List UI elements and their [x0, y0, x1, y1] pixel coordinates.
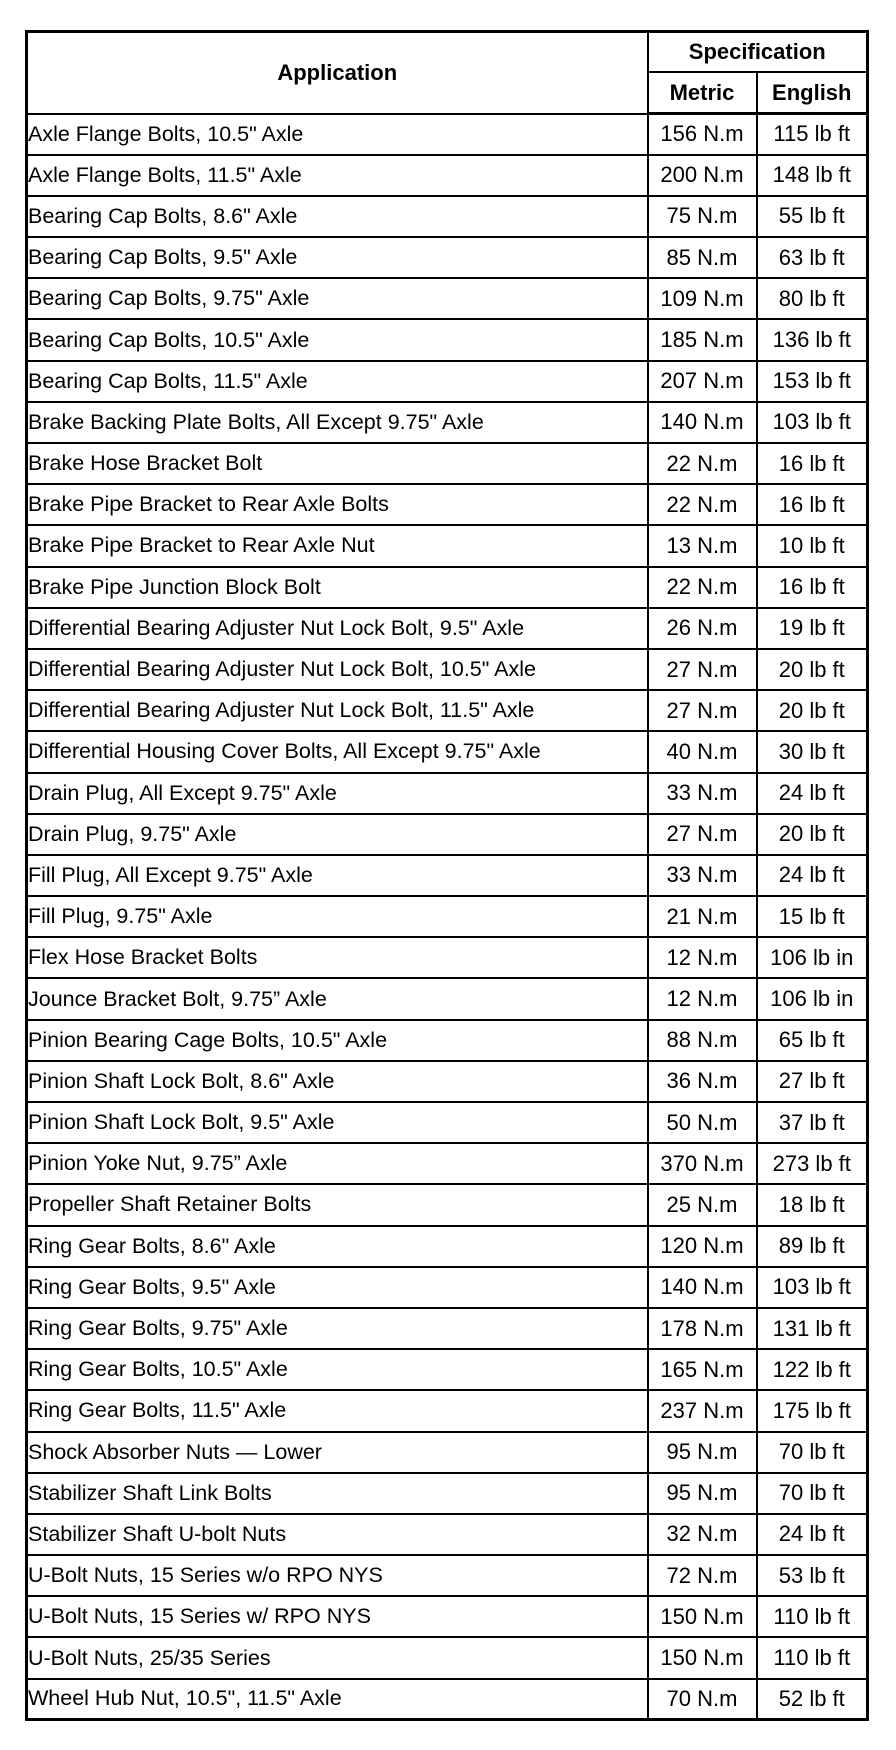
english-value-cell: 52 lb ft: [757, 1679, 868, 1720]
english-value-cell: 24 lb ft: [757, 855, 868, 896]
application-cell: U-Bolt Nuts, 15 Series w/ RPO NYS: [27, 1596, 648, 1637]
metric-value-cell: 36 N.m: [648, 1061, 757, 1102]
table-row: [27, 1349, 868, 1390]
english-value-cell: 24 lb ft: [757, 1514, 868, 1555]
english-value-cell: 89 lb ft: [757, 1226, 868, 1267]
metric-value-cell: 12 N.m: [648, 978, 757, 1019]
specification-column-header: Specification: [648, 32, 868, 73]
metric-value-cell: 25 N.m: [648, 1184, 757, 1225]
table-row: [27, 567, 868, 608]
table-row: [27, 361, 868, 402]
english-value-cell: 15 lb ft: [757, 896, 868, 937]
application-cell: Ring Gear Bolts, 10.5" Axle: [27, 1349, 648, 1390]
table-row: [27, 978, 868, 1019]
metric-column-header: Metric: [648, 72, 757, 114]
table-row: [27, 1596, 868, 1637]
metric-value-cell: 40 N.m: [648, 731, 757, 772]
metric-value-cell: 26 N.m: [648, 608, 757, 649]
application-cell: U-Bolt Nuts, 15 Series w/o RPO NYS: [27, 1555, 648, 1596]
table-row: [27, 1226, 868, 1267]
application-cell: Stabilizer Shaft Link Bolts: [27, 1473, 648, 1514]
english-value-cell: 20 lb ft: [757, 649, 868, 690]
application-cell: Differential Bearing Adjuster Nut Lock Bolt, 9.5" Axle: [27, 608, 648, 649]
english-value-cell: 153 lb ft: [757, 361, 868, 402]
english-value-cell: 103 lb ft: [757, 1267, 868, 1308]
application-cell: Differential Bearing Adjuster Nut Lock Bolt, 11.5" Axle: [27, 690, 648, 731]
metric-value-cell: 13 N.m: [648, 525, 757, 566]
application-cell: Pinion Shaft Lock Bolt, 8.6" Axle: [27, 1061, 648, 1102]
metric-value-cell: 12 N.m: [648, 937, 757, 978]
english-value-cell: 30 lb ft: [757, 731, 868, 772]
metric-value-cell: 27 N.m: [648, 814, 757, 855]
metric-value-cell: 156 N.m: [648, 114, 757, 155]
application-cell: Ring Gear Bolts, 9.75" Axle: [27, 1308, 648, 1349]
metric-value-cell: 150 N.m: [648, 1637, 757, 1678]
metric-value-cell: 370 N.m: [648, 1143, 757, 1184]
table-row: [27, 1514, 868, 1555]
english-value-cell: 65 lb ft: [757, 1020, 868, 1061]
application-cell: Brake Hose Bracket Bolt: [27, 443, 648, 484]
table-row: [27, 1555, 868, 1596]
metric-value-cell: 22 N.m: [648, 567, 757, 608]
metric-value-cell: 150 N.m: [648, 1596, 757, 1637]
application-cell: Drain Plug, All Except 9.75" Axle: [27, 773, 648, 814]
english-value-cell: 20 lb ft: [757, 814, 868, 855]
metric-value-cell: 140 N.m: [648, 402, 757, 443]
table-row: [27, 1184, 868, 1225]
metric-value-cell: 165 N.m: [648, 1349, 757, 1390]
english-value-cell: 110 lb ft: [757, 1596, 868, 1637]
table-row: [27, 937, 868, 978]
application-cell: Brake Pipe Bracket to Rear Axle Bolts: [27, 484, 648, 525]
application-cell: Ring Gear Bolts, 11.5" Axle: [27, 1390, 648, 1431]
metric-value-cell: 88 N.m: [648, 1020, 757, 1061]
table-row: [27, 690, 868, 731]
english-column-header: English: [757, 72, 868, 114]
metric-value-cell: 140 N.m: [648, 1267, 757, 1308]
application-cell: Jounce Bracket Bolt, 9.75” Axle: [27, 978, 648, 1019]
application-cell: Wheel Hub Nut, 10.5", 11.5" Axle: [27, 1679, 648, 1720]
metric-value-cell: 72 N.m: [648, 1555, 757, 1596]
english-value-cell: 115 lb ft: [757, 114, 868, 155]
metric-value-cell: 178 N.m: [648, 1308, 757, 1349]
english-value-cell: 16 lb ft: [757, 484, 868, 525]
english-value-cell: 103 lb ft: [757, 402, 868, 443]
application-cell: Differential Housing Cover Bolts, All Except 9.75" Axle: [27, 731, 648, 772]
table-row: [27, 237, 868, 278]
application-cell: Ring Gear Bolts, 9.5" Axle: [27, 1267, 648, 1308]
table-row: [27, 1432, 868, 1473]
metric-value-cell: 33 N.m: [648, 855, 757, 896]
table-row: [27, 896, 868, 937]
table-row: [27, 525, 868, 566]
table-row: [27, 319, 868, 360]
application-cell: Ring Gear Bolts, 8.6" Axle: [27, 1226, 648, 1267]
metric-value-cell: 109 N.m: [648, 278, 757, 319]
metric-value-cell: 22 N.m: [648, 484, 757, 525]
english-value-cell: 63 lb ft: [757, 237, 868, 278]
table-row: [27, 1020, 868, 1061]
english-value-cell: 70 lb ft: [757, 1473, 868, 1514]
application-cell: Fill Plug, All Except 9.75" Axle: [27, 855, 648, 896]
metric-value-cell: 200 N.m: [648, 155, 757, 196]
metric-value-cell: 21 N.m: [648, 896, 757, 937]
table-row: [27, 608, 868, 649]
application-cell: Shock Absorber Nuts — Lower: [27, 1432, 648, 1473]
application-cell: Bearing Cap Bolts, 10.5" Axle: [27, 319, 648, 360]
table-row: [27, 1637, 868, 1678]
table-row: [27, 814, 868, 855]
english-value-cell: 18 lb ft: [757, 1184, 868, 1225]
table-row: [27, 1143, 868, 1184]
table-body: [27, 114, 868, 1720]
metric-value-cell: 27 N.m: [648, 649, 757, 690]
application-cell: Axle Flange Bolts, 10.5" Axle: [27, 114, 648, 155]
english-value-cell: 131 lb ft: [757, 1308, 868, 1349]
english-value-cell: 24 lb ft: [757, 773, 868, 814]
english-value-cell: 16 lb ft: [757, 567, 868, 608]
english-value-cell: 53 lb ft: [757, 1555, 868, 1596]
application-cell: Pinion Yoke Nut, 9.75” Axle: [27, 1143, 648, 1184]
application-cell: Drain Plug, 9.75" Axle: [27, 814, 648, 855]
table-row: [27, 443, 868, 484]
table-row: [27, 402, 868, 443]
application-cell: Bearing Cap Bolts, 8.6" Axle: [27, 196, 648, 237]
english-value-cell: 37 lb ft: [757, 1102, 868, 1143]
application-cell: Differential Bearing Adjuster Nut Lock Bolt, 10.5" Axle: [27, 649, 648, 690]
table-row: [27, 278, 868, 319]
table-row: [27, 731, 868, 772]
english-value-cell: 70 lb ft: [757, 1432, 868, 1473]
table-row: [27, 649, 868, 690]
english-value-cell: 106 lb in: [757, 937, 868, 978]
application-column-header: Application: [27, 32, 648, 114]
metric-value-cell: 95 N.m: [648, 1432, 757, 1473]
metric-value-cell: 185 N.m: [648, 319, 757, 360]
metric-value-cell: 33 N.m: [648, 773, 757, 814]
application-cell: Stabilizer Shaft U-bolt Nuts: [27, 1514, 648, 1555]
english-value-cell: 55 lb ft: [757, 196, 868, 237]
metric-value-cell: 32 N.m: [648, 1514, 757, 1555]
torque-spec-table: [25, 30, 869, 1721]
application-cell: Fill Plug, 9.75" Axle: [27, 896, 648, 937]
table-row: [27, 1061, 868, 1102]
english-value-cell: 110 lb ft: [757, 1637, 868, 1678]
metric-value-cell: 22 N.m: [648, 443, 757, 484]
english-value-cell: 273 lb ft: [757, 1143, 868, 1184]
metric-value-cell: 120 N.m: [648, 1226, 757, 1267]
english-value-cell: 80 lb ft: [757, 278, 868, 319]
table-row: [27, 484, 868, 525]
application-cell: U-Bolt Nuts, 25/35 Series: [27, 1637, 648, 1678]
application-cell: Pinion Bearing Cage Bolts, 10.5" Axle: [27, 1020, 648, 1061]
metric-value-cell: 207 N.m: [648, 361, 757, 402]
application-cell: Propeller Shaft Retainer Bolts: [27, 1184, 648, 1225]
table-row: [27, 855, 868, 896]
table-row: [27, 1102, 868, 1143]
metric-value-cell: 27 N.m: [648, 690, 757, 731]
english-value-cell: 10 lb ft: [757, 525, 868, 566]
english-value-cell: 175 lb ft: [757, 1390, 868, 1431]
english-value-cell: 148 lb ft: [757, 155, 868, 196]
english-value-cell: 122 lb ft: [757, 1349, 868, 1390]
header-row-top: [27, 32, 868, 73]
application-cell: Axle Flange Bolts, 11.5" Axle: [27, 155, 648, 196]
metric-value-cell: 95 N.m: [648, 1473, 757, 1514]
table-row: [27, 155, 868, 196]
metric-value-cell: 85 N.m: [648, 237, 757, 278]
english-value-cell: 19 lb ft: [757, 608, 868, 649]
metric-value-cell: 75 N.m: [648, 196, 757, 237]
table-row: [27, 114, 868, 155]
application-cell: Brake Backing Plate Bolts, All Except 9.75" Axle: [27, 402, 648, 443]
table-row: [27, 1679, 868, 1720]
application-cell: Brake Pipe Junction Block Bolt: [27, 567, 648, 608]
application-cell: Bearing Cap Bolts, 9.5" Axle: [27, 237, 648, 278]
table-row: [27, 1473, 868, 1514]
metric-value-cell: 237 N.m: [648, 1390, 757, 1431]
metric-value-cell: 70 N.m: [648, 1679, 757, 1720]
table-header: [27, 32, 868, 114]
application-cell: Bearing Cap Bolts, 11.5" Axle: [27, 361, 648, 402]
metric-value-cell: 50 N.m: [648, 1102, 757, 1143]
application-cell: Flex Hose Bracket Bolts: [27, 937, 648, 978]
table-row: [27, 1390, 868, 1431]
english-value-cell: 16 lb ft: [757, 443, 868, 484]
table-row: [27, 1308, 868, 1349]
application-cell: Pinion Shaft Lock Bolt, 9.5" Axle: [27, 1102, 648, 1143]
table-row: [27, 1267, 868, 1308]
english-value-cell: 20 lb ft: [757, 690, 868, 731]
table-row: [27, 773, 868, 814]
application-cell: Brake Pipe Bracket to Rear Axle Nut: [27, 525, 648, 566]
table-row: [27, 196, 868, 237]
application-cell: Bearing Cap Bolts, 9.75" Axle: [27, 278, 648, 319]
english-value-cell: 106 lb in: [757, 978, 868, 1019]
english-value-cell: 27 lb ft: [757, 1061, 868, 1102]
english-value-cell: 136 lb ft: [757, 319, 868, 360]
